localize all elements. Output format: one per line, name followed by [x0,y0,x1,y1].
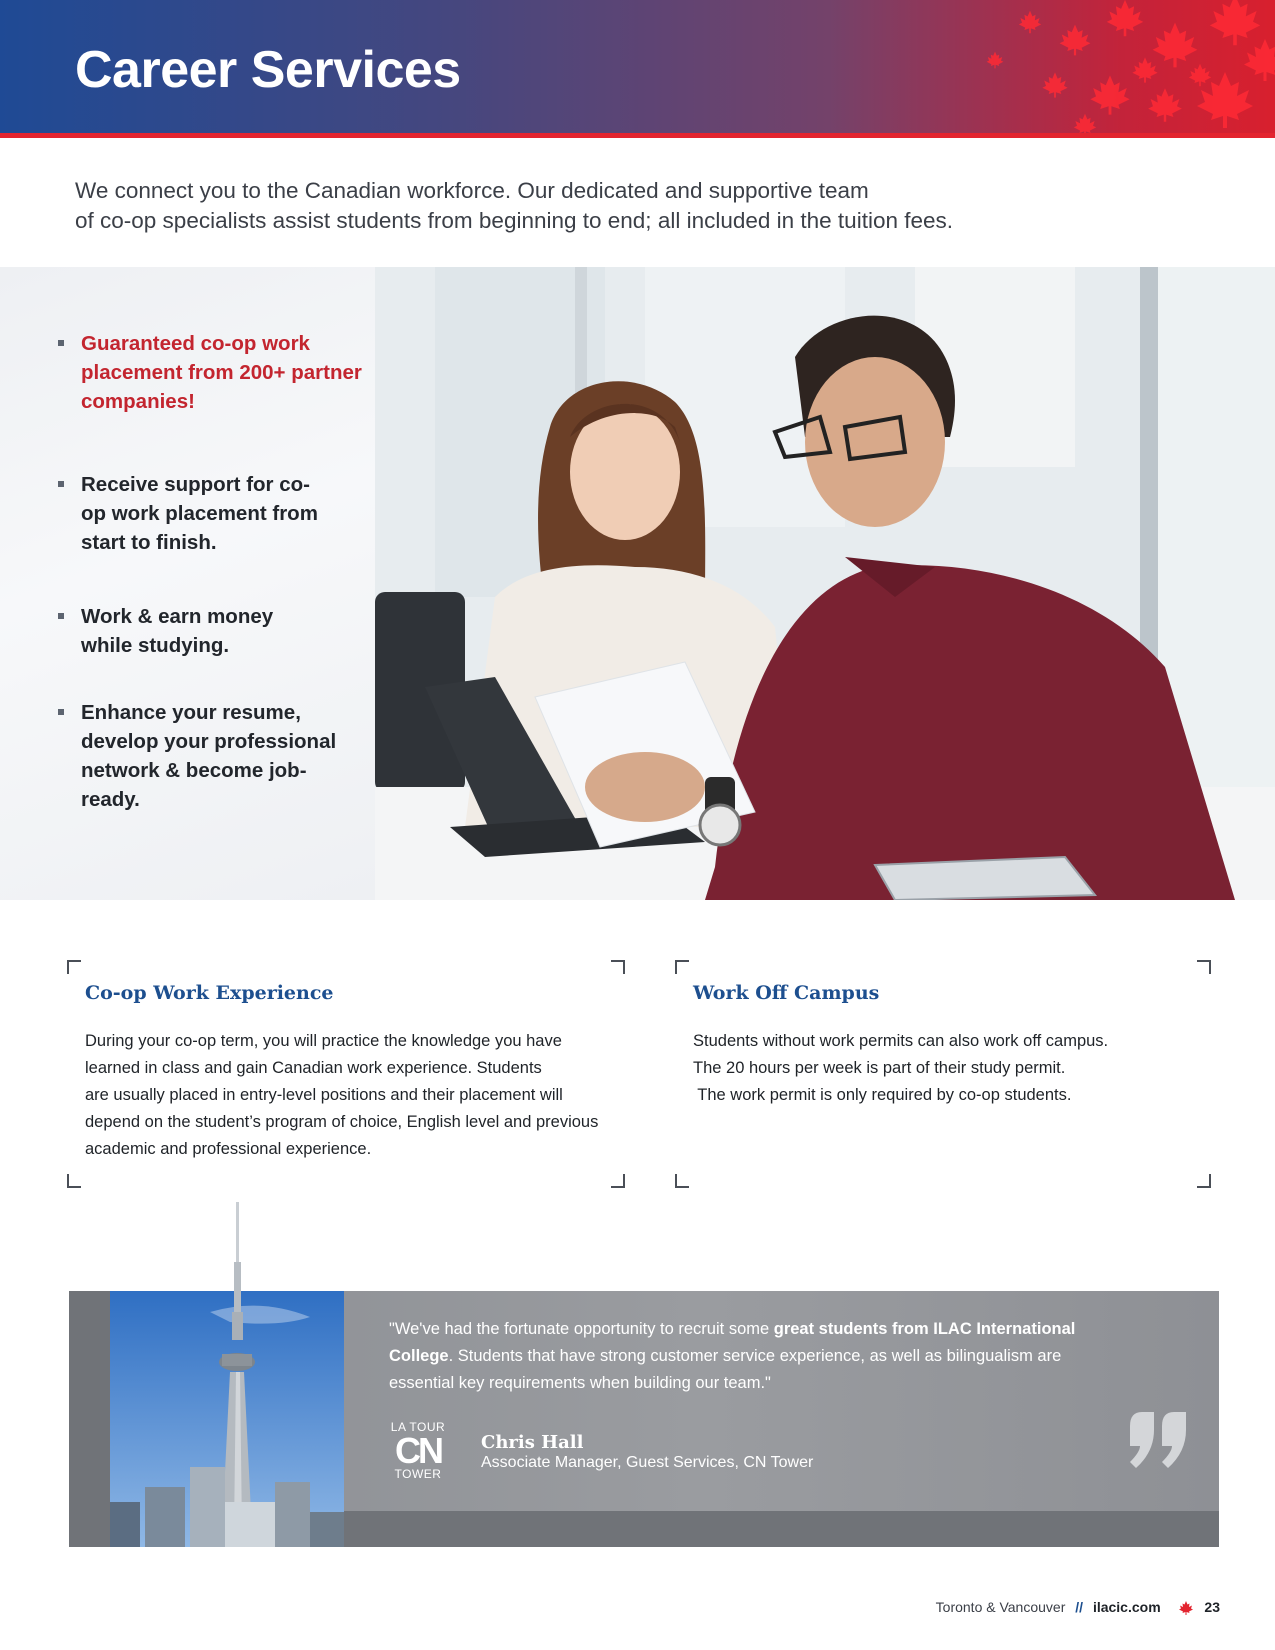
testimonial-quote: "We've had the fortunate opportunity to recruit some great students from ILAC International College. Students that have strong customer service experience, as well as bilingualism are essential key requirements when building our team." [389,1320,1076,1392]
bullet-item-guaranteed-placement: Guaranteed co-op work placement from 200+ partner companies! [55,329,365,416]
bullet-item-resume: Enhance your resume, develop your professional network & become job- ready. [55,698,365,814]
footer-separator: // [1075,1599,1084,1615]
corner-mark [611,1174,625,1188]
work-off-campus-box [675,960,1211,1188]
closing-quote-icon [1128,1412,1190,1470]
coop-experience-box [67,960,625,1188]
corner-mark [1197,960,1211,974]
work-off-campus-text: Students without work permits can also work off campus. The 20 hours per week is part of their study permit. The work permit is only required by co-op students. [693,1032,1109,1104]
footer-location: Toronto & Vancouver [935,1599,1066,1615]
testimonial-name: Chris Hall [481,1432,584,1453]
cn-tower-photo [110,1202,344,1547]
square-bullet-icon [58,613,64,619]
cn-tower-logo: LA TOUR CN TOWER [390,1420,446,1481]
square-bullet-icon [58,340,64,346]
coop-experience-text: During your co-op term, you will practice the knowledge you have learned in class and gain Canadian work experience. Students are usually placed in entry-level positions and their placement will depend on the student’s program of choice, English level and previous academic and professional experience. [85,1032,599,1158]
footer-website-link[interactable]: ilacic.com [1092,1599,1161,1615]
corner-mark [611,960,625,974]
header-band [0,0,1275,138]
page-title: Career Services [75,41,461,99]
page-footer [936,1599,1220,1615]
intro-line: We connect you to the Canadian workforce. Our dedicated and supportive team [75,178,869,203]
hero-section [0,267,1275,900]
intro-text [75,176,1075,236]
corner-mark [67,960,81,974]
square-bullet-icon [58,709,64,715]
maple-leaf-icon [1179,1601,1193,1615]
maple-leaf-pattern [935,0,1275,138]
corner-mark [675,960,689,974]
bullet-item-work-earn: Work & earn money while studying. [55,602,365,660]
bullet-item-support: Receive support for co- op work placement from start to finish. [55,470,365,557]
page-number: 23 [1204,1599,1220,1615]
coop-experience-title: Co-op Work Experience [85,982,334,1004]
testimonial-role: Associate Manager, Guest Services, CN Tower [481,1454,814,1471]
corner-mark [1197,1174,1211,1188]
students-illustration [375,267,1275,900]
intro-line: of co-op specialists assist students from beginning to end; all included in the tuition fees. [75,208,954,233]
corner-mark [675,1174,689,1188]
corner-mark [67,1174,81,1188]
work-off-campus-title: Work Off Campus [693,982,880,1004]
students-photo [375,267,1275,900]
square-bullet-icon [58,481,64,487]
testimonial-left-band [69,1291,111,1547]
header-red-line [0,133,1275,138]
